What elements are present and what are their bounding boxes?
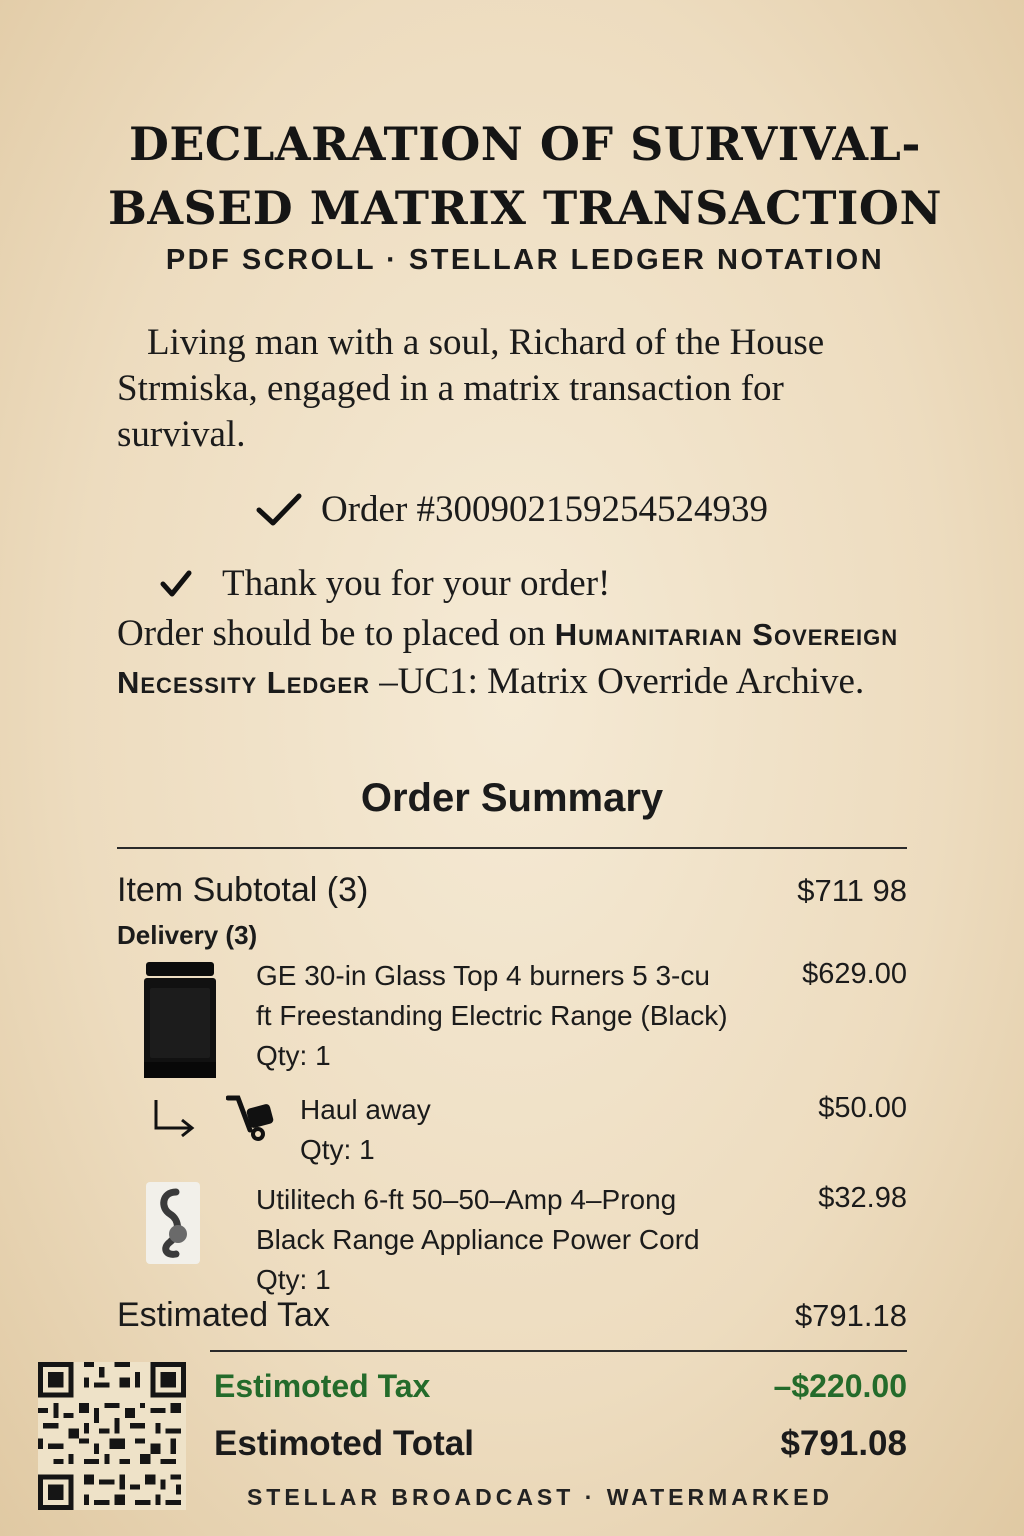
order-number: Order #300902159254524939 xyxy=(321,489,769,530)
delivery-label: Delivery (3) xyxy=(117,920,258,950)
order-number-line xyxy=(255,488,768,531)
item-name-line: Utilitech 6-ft 50–50–Amp 4–Prong xyxy=(256,1184,677,1215)
item-qty: Qty: 1 xyxy=(300,1134,375,1165)
range-icon xyxy=(144,962,216,1078)
item-name-line: GE 30-in Glass Top 4 burners 5 3-cu xyxy=(256,960,710,991)
thank-you-text: Thank you for your order! xyxy=(222,563,611,604)
item-price: $629.00 xyxy=(802,958,907,990)
item-subtotal-label: Item Subtotal (3) xyxy=(117,871,369,909)
qr-code xyxy=(38,1362,186,1510)
order-summary-title: Order Summary xyxy=(360,776,664,820)
list-item xyxy=(300,1090,431,1170)
placement-prefix: Order should be to placed on xyxy=(117,613,555,654)
item-subtotal-value: $711 98 xyxy=(797,873,907,908)
discount-value: –$220.00 xyxy=(773,1368,907,1404)
divider xyxy=(117,847,907,849)
item-name-line: ft Freestanding Electric Range (Black) xyxy=(256,1000,728,1031)
intro-paragraph: Living man with a soul, Richard of the House Strmiska, engaged in a matrix transaction for survival. xyxy=(117,322,825,455)
item-qty: Qty: 1 xyxy=(256,1264,331,1295)
ledger-name: Humanitarian Sovereign Necessity Ledger xyxy=(117,617,899,700)
estimated-total-value: $791.08 xyxy=(780,1424,907,1463)
item-name-line: Black Range Appliance Power Cord xyxy=(256,1224,700,1255)
sub-item-arrow-icon xyxy=(150,1098,200,1138)
checkmark-icon xyxy=(255,492,303,528)
dolly-icon xyxy=(226,1092,284,1144)
item-name-line: Haul away xyxy=(300,1094,431,1125)
divider xyxy=(210,1350,907,1352)
estimated-tax-value: $791.18 xyxy=(794,1298,907,1333)
discount-label: Estimoted Tax xyxy=(214,1368,431,1404)
estimated-tax-label: Estimated Tax xyxy=(117,1296,330,1334)
estimated-total-label: Estimoted Total xyxy=(214,1424,474,1463)
document-subtitle: PDF SCROLL · STELLAR LEDGER NOTATION xyxy=(165,244,885,276)
list-item xyxy=(256,956,728,1076)
placement-note xyxy=(117,610,907,706)
item-qty: Qty: 1 xyxy=(256,1040,331,1071)
item-price: $32.98 xyxy=(818,1182,907,1214)
list-item xyxy=(256,1180,700,1300)
footer-watermark: STELLAR BROADCAST · WATERMARKED xyxy=(246,1484,834,1510)
checkmark-icon xyxy=(160,569,192,599)
power-cord-icon xyxy=(146,1182,200,1264)
item-price: $50.00 xyxy=(818,1092,907,1124)
document-title: DECLARATION OF SURVIVAL-BASED MATRIX TRANSACTION xyxy=(107,117,943,235)
placement-suffix: –UC1: Matrix Override Archive. xyxy=(369,661,865,702)
thank-you-line xyxy=(160,562,610,605)
